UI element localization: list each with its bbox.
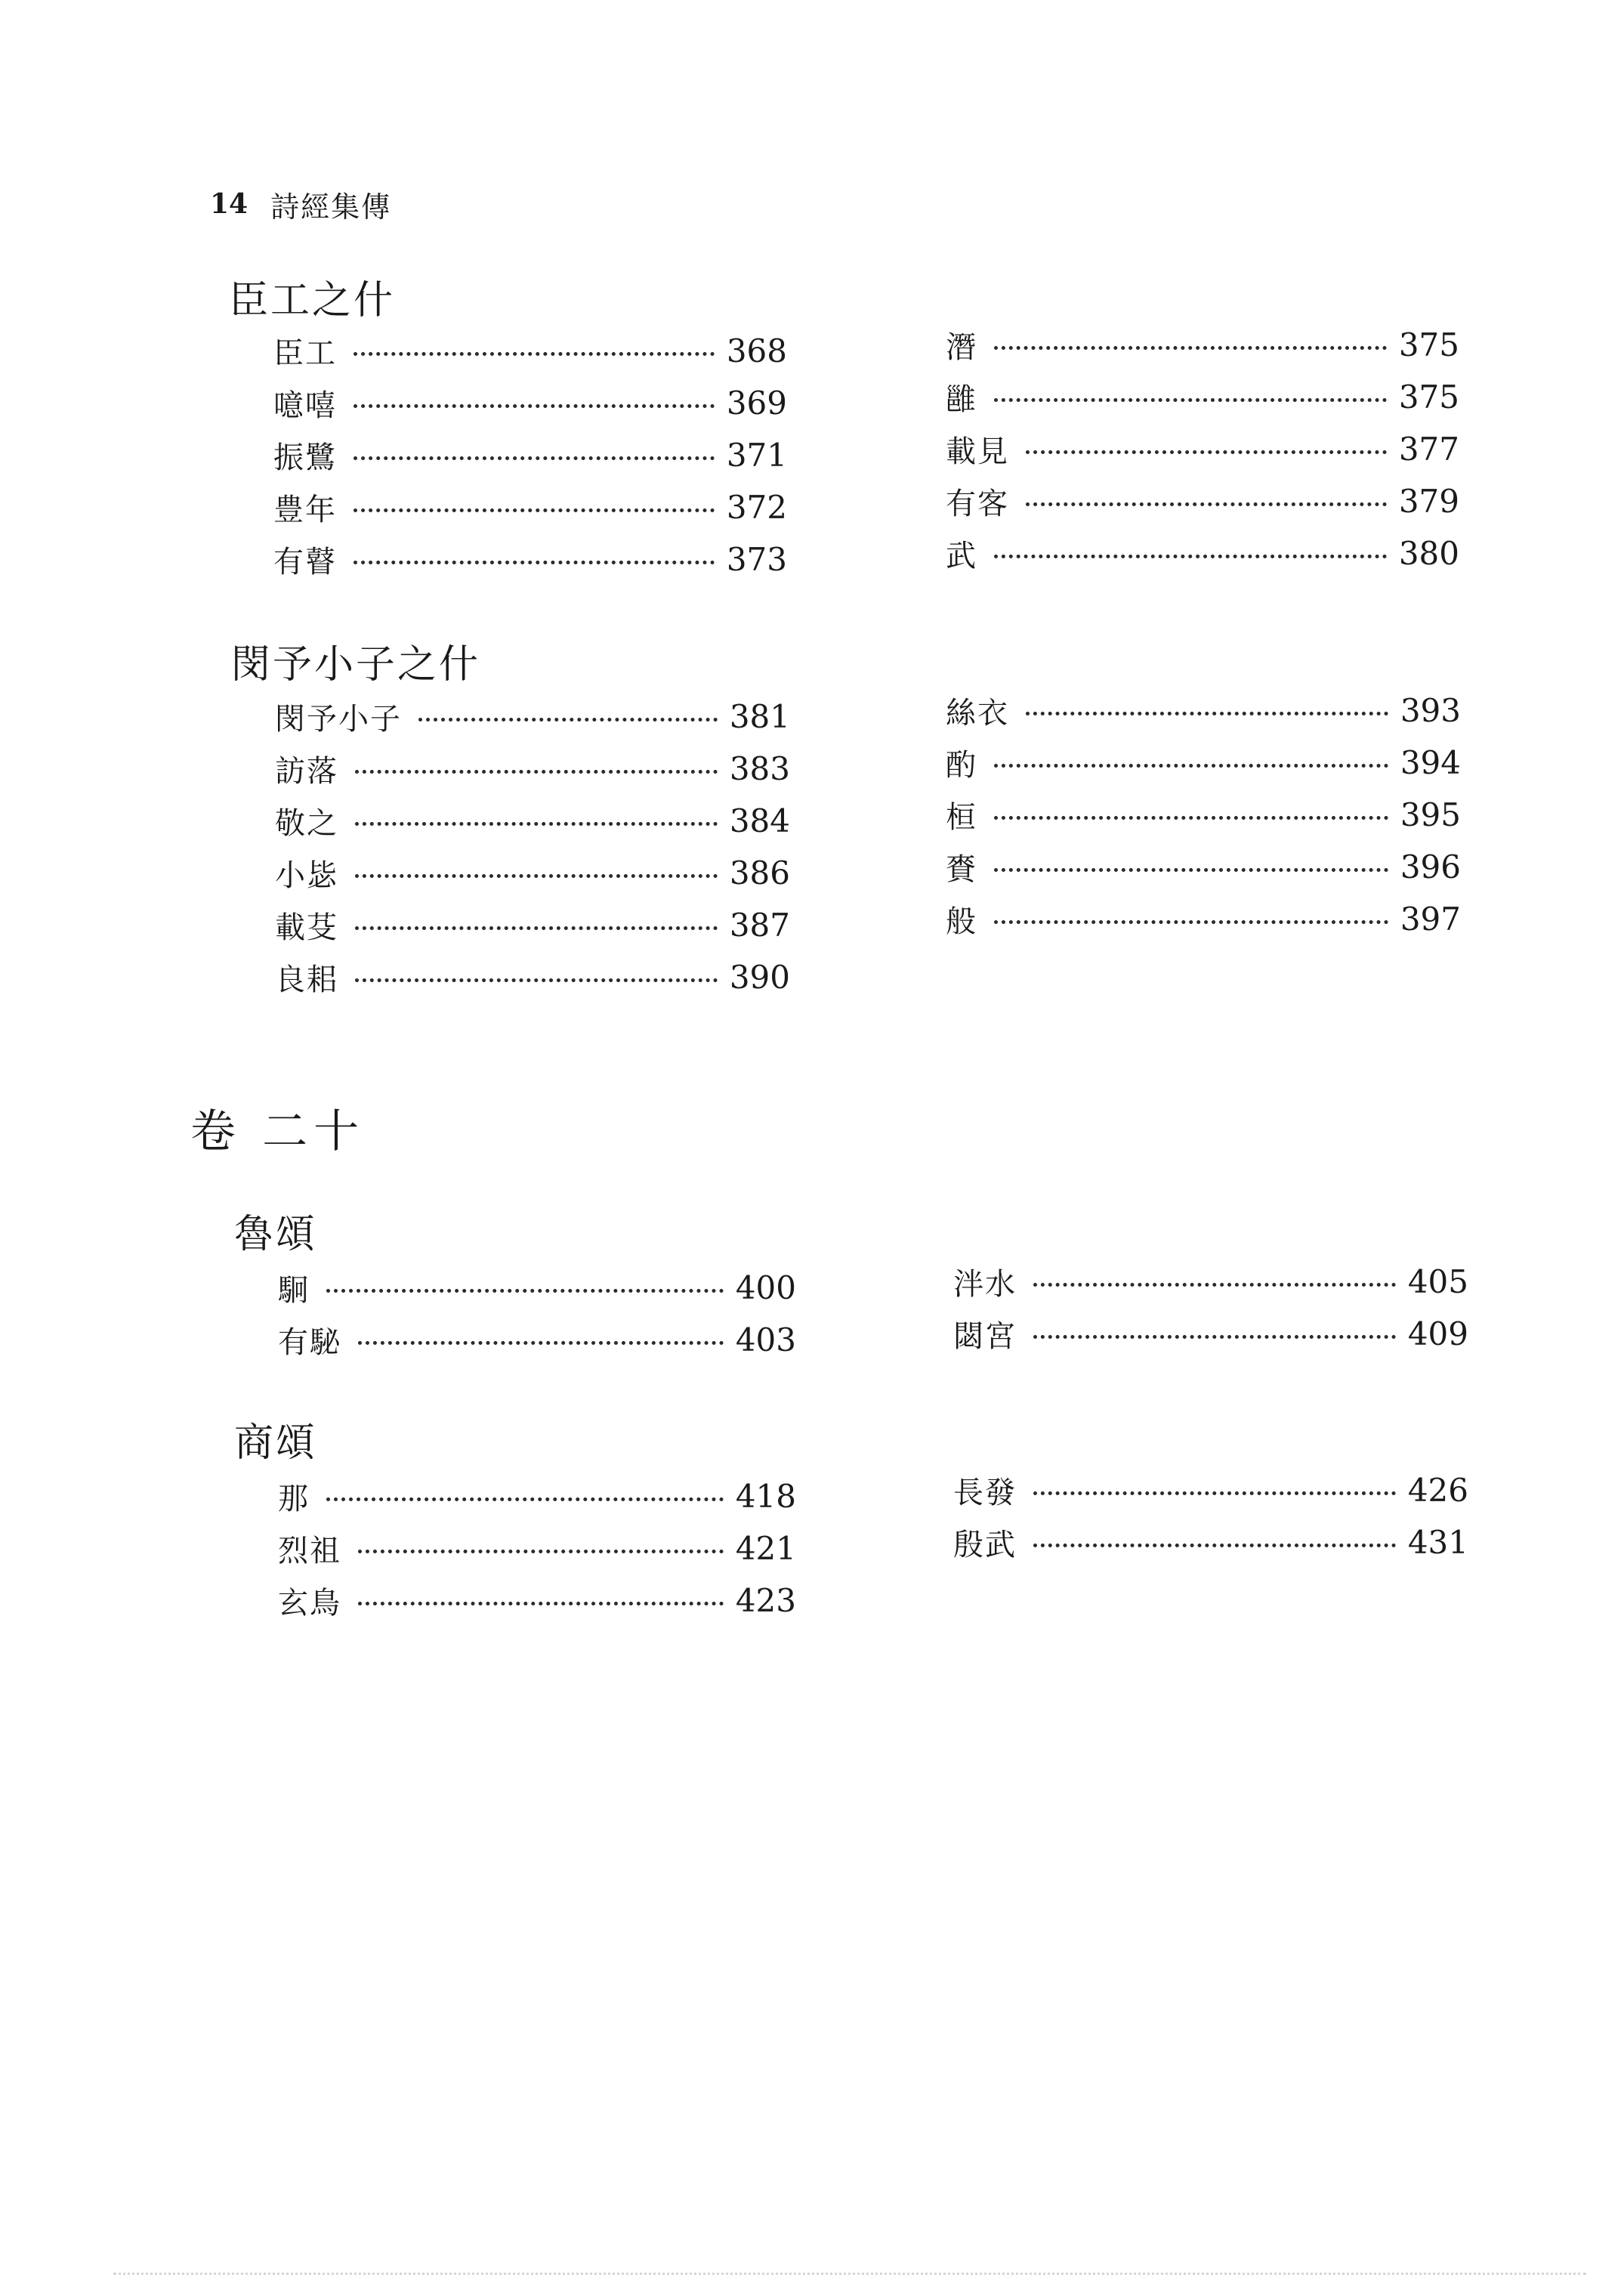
entry-title: 般 xyxy=(946,904,977,939)
dot-leader xyxy=(358,1550,724,1553)
dot-leader xyxy=(994,346,1387,350)
entry-page: 400 xyxy=(735,1269,796,1306)
dot-leader xyxy=(1033,1283,1396,1287)
dot-leader xyxy=(994,398,1387,402)
toc-entry[interactable] xyxy=(953,1464,1468,1516)
toc-entry[interactable] xyxy=(953,1308,1468,1360)
entry-page: 395 xyxy=(1400,796,1461,833)
entry-title: 那 xyxy=(278,1482,310,1516)
entry-title: 有駜 xyxy=(278,1325,341,1360)
toc-column-shangsong-left xyxy=(278,1470,796,1627)
toc-entry[interactable] xyxy=(946,841,1461,893)
entry-page: 421 xyxy=(735,1530,796,1567)
entry-title: 酌 xyxy=(946,748,977,783)
dot-leader xyxy=(354,404,715,408)
entry-title: 噫嘻 xyxy=(273,388,337,423)
entry-title: 駉 xyxy=(278,1273,310,1308)
entry-page: 373 xyxy=(726,541,787,578)
dot-leader xyxy=(354,561,715,564)
toc-entry[interactable] xyxy=(278,1470,796,1522)
entry-page: 405 xyxy=(1407,1263,1468,1300)
entry-title: 玄鳥 xyxy=(278,1586,341,1621)
toc-column-chengong-right xyxy=(946,319,1459,579)
dot-leader xyxy=(1033,1335,1396,1339)
toc-entry[interactable] xyxy=(946,685,1461,737)
dot-leader xyxy=(1026,450,1387,454)
dot-leader xyxy=(355,874,718,878)
entry-page: 375 xyxy=(1398,379,1459,416)
toc-entry[interactable] xyxy=(273,429,787,481)
toc-entry[interactable] xyxy=(946,527,1459,579)
dot-leader xyxy=(326,1289,724,1293)
entry-title: 臣工 xyxy=(273,336,337,371)
entry-title: 小毖 xyxy=(275,858,338,893)
entry-page: 375 xyxy=(1398,326,1459,363)
toc-entry[interactable] xyxy=(953,1516,1468,1568)
entry-title: 敬之 xyxy=(275,806,338,841)
section-heading-minyu: 閔予小子之什 xyxy=(231,642,481,688)
entry-page: 387 xyxy=(729,907,790,944)
section-heading-shangsong: 商頌 xyxy=(234,1420,318,1466)
dot-leader xyxy=(355,770,718,774)
entry-page: 396 xyxy=(1400,848,1461,885)
entry-page: 381 xyxy=(729,698,790,735)
toc-entry[interactable] xyxy=(953,1256,1468,1308)
entry-page: 379 xyxy=(1398,483,1459,520)
entry-page: 409 xyxy=(1407,1315,1468,1352)
toc-entry[interactable] xyxy=(946,475,1459,527)
dot-leader xyxy=(994,920,1388,924)
entry-title: 有瞽 xyxy=(273,545,337,579)
entry-page: 377 xyxy=(1398,431,1459,468)
toc-column-minyu-right xyxy=(946,685,1461,945)
toc-entry[interactable] xyxy=(275,743,790,795)
dot-leader xyxy=(994,555,1387,558)
book-title: 詩經集傳 xyxy=(270,190,392,224)
entry-title: 絲衣 xyxy=(946,696,1009,731)
entry-title: 閟宮 xyxy=(953,1319,1017,1354)
dot-leader xyxy=(358,1341,724,1345)
toc-entry[interactable] xyxy=(273,325,787,377)
volume-heading: 卷 二十 xyxy=(190,1105,366,1158)
toc-entry[interactable] xyxy=(275,795,790,847)
entry-page: 394 xyxy=(1400,744,1461,781)
entry-title: 載芟 xyxy=(275,910,338,945)
toc-column-lusong-left xyxy=(278,1262,796,1366)
entry-page: 372 xyxy=(726,489,787,526)
dot-leader xyxy=(354,456,715,460)
toc-entry[interactable] xyxy=(946,789,1461,841)
toc-entry[interactable] xyxy=(946,423,1459,475)
entry-page: 423 xyxy=(735,1582,796,1619)
toc-entry[interactable] xyxy=(275,899,790,951)
toc-entry[interactable] xyxy=(275,691,790,743)
entry-page: 368 xyxy=(726,332,787,369)
toc-column-minyu-left xyxy=(275,691,790,1003)
toc-entry[interactable] xyxy=(946,319,1459,371)
toc-entry[interactable] xyxy=(278,1314,796,1366)
entry-title: 賚 xyxy=(946,852,977,887)
entry-title: 長發 xyxy=(953,1476,1017,1510)
entry-page: 383 xyxy=(729,750,790,787)
dot-leader xyxy=(994,816,1388,820)
entry-title: 載見 xyxy=(946,434,1009,469)
toc-entry[interactable] xyxy=(275,951,790,1003)
entry-title: 訪落 xyxy=(275,754,338,789)
entry-title: 閔予小子 xyxy=(275,702,402,737)
entry-page: 371 xyxy=(726,437,787,474)
entry-page: 369 xyxy=(726,385,787,422)
entry-title: 雝 xyxy=(946,382,977,417)
toc-entry[interactable] xyxy=(273,481,787,533)
entry-page: 418 xyxy=(735,1478,796,1515)
entry-title: 桓 xyxy=(946,800,977,835)
scan-edge-dots xyxy=(113,2273,1586,2275)
toc-entry[interactable] xyxy=(278,1522,796,1575)
toc-entry[interactable] xyxy=(946,893,1461,945)
entry-title: 有客 xyxy=(946,487,1009,521)
dot-leader xyxy=(994,764,1388,768)
entry-page: 380 xyxy=(1398,535,1459,572)
toc-column-chengong-left xyxy=(273,325,787,586)
toc-entry[interactable] xyxy=(278,1262,796,1314)
toc-column-lusong-right xyxy=(953,1256,1468,1360)
toc-entry[interactable] xyxy=(278,1575,796,1627)
entry-page: 397 xyxy=(1400,901,1461,938)
dot-leader xyxy=(1033,1491,1396,1495)
entry-page: 403 xyxy=(735,1321,796,1358)
entry-title: 烈祖 xyxy=(278,1534,341,1568)
entry-title: 良耜 xyxy=(275,963,338,997)
dot-leader xyxy=(355,978,718,982)
dot-leader xyxy=(1026,712,1388,715)
dot-leader xyxy=(354,352,715,356)
entry-title: 殷武 xyxy=(953,1528,1017,1562)
toc-column-shangsong-right xyxy=(953,1464,1468,1568)
dot-leader xyxy=(418,718,718,722)
entry-page: 390 xyxy=(729,959,790,996)
entry-page: 393 xyxy=(1400,692,1461,729)
dot-leader xyxy=(354,508,715,512)
section-heading-lusong: 魯頌 xyxy=(234,1212,318,1257)
entry-title: 振鷺 xyxy=(273,440,337,475)
dot-leader xyxy=(1033,1544,1396,1547)
toc-entry[interactable] xyxy=(273,377,787,429)
dot-leader xyxy=(355,822,718,826)
entry-page: 431 xyxy=(1407,1524,1468,1561)
toc-entry[interactable] xyxy=(946,371,1459,423)
dot-leader xyxy=(994,868,1388,872)
entry-title: 潛 xyxy=(946,330,977,365)
running-header xyxy=(210,181,391,227)
entry-title: 泮水 xyxy=(953,1267,1017,1302)
entry-title: 武 xyxy=(946,539,977,573)
dot-leader xyxy=(1026,502,1387,506)
page-number: 14 xyxy=(210,188,249,220)
dot-leader xyxy=(326,1497,724,1501)
entry-page: 386 xyxy=(729,854,790,892)
entry-page: 426 xyxy=(1407,1472,1468,1509)
entry-page: 384 xyxy=(729,802,790,839)
toc-entry[interactable] xyxy=(273,533,787,586)
toc-entry[interactable] xyxy=(946,737,1461,789)
toc-entry[interactable] xyxy=(275,847,790,899)
dot-leader xyxy=(358,1602,724,1605)
section-heading-chengong: 臣工之什 xyxy=(229,278,396,323)
dot-leader xyxy=(355,926,718,930)
entry-title: 豊年 xyxy=(273,493,337,527)
